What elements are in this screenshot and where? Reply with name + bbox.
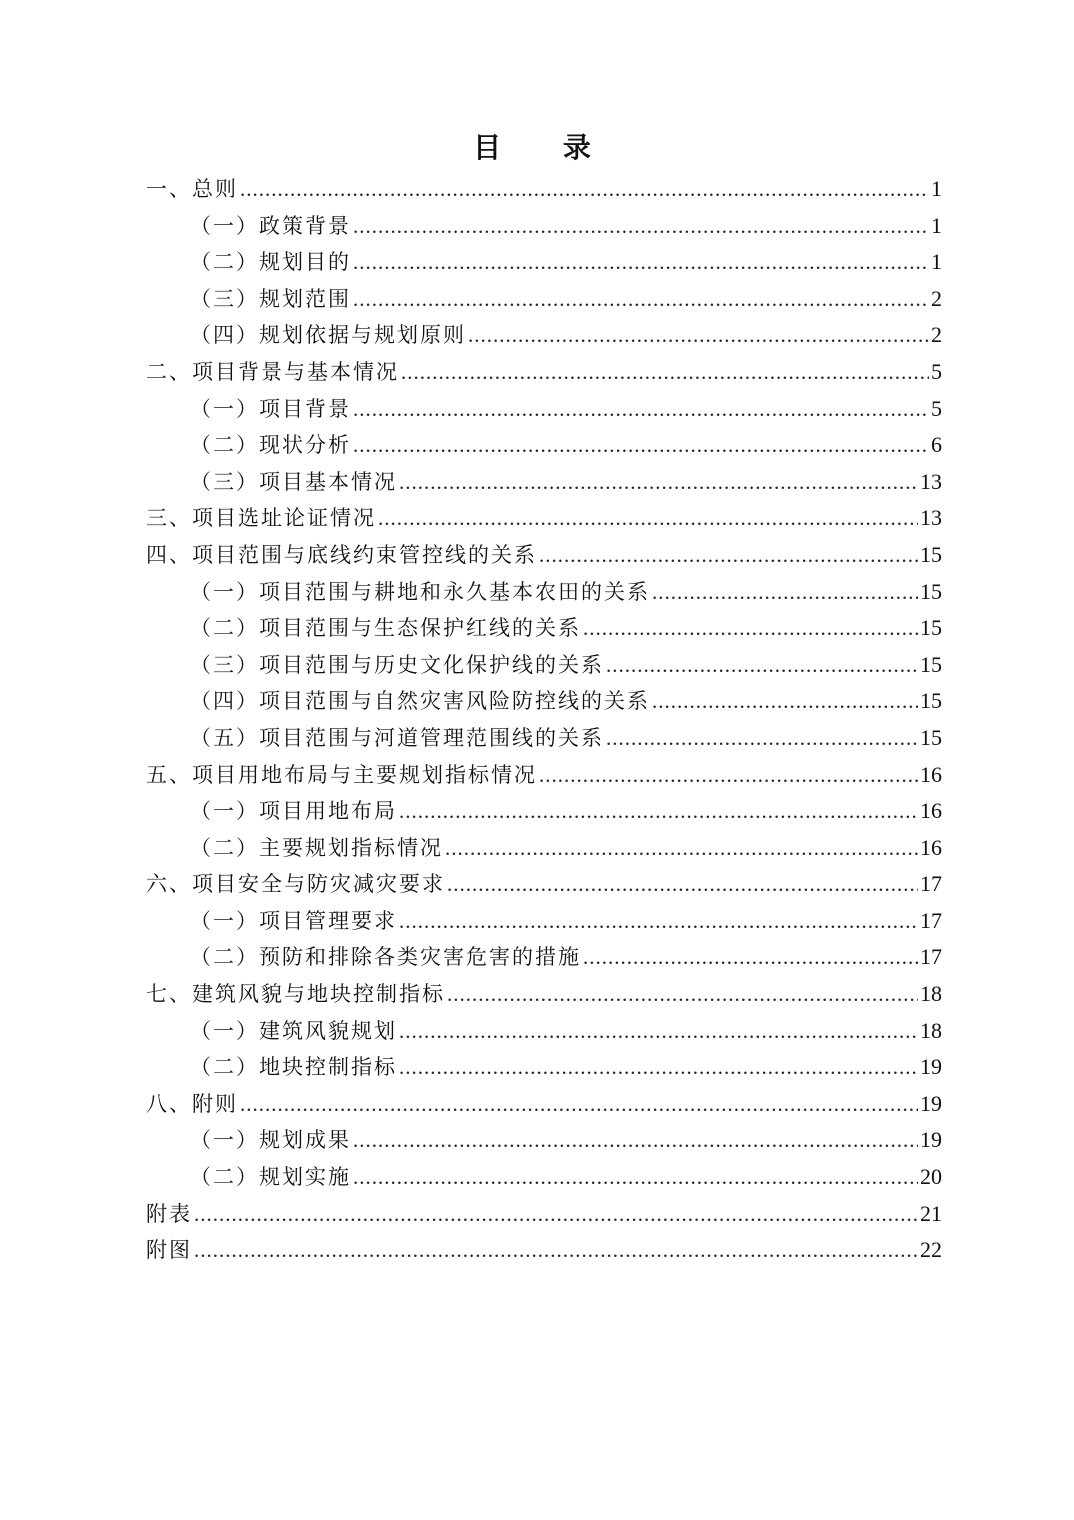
toc-entry-label: 三、项目选址论证情况	[146, 506, 376, 531]
toc-dot-leader	[353, 1159, 918, 1196]
toc-entry-label: 五、项目用地布局与主要规划指标情况	[146, 762, 537, 787]
toc-entry-label: （一）项目范围与耕地和永久基本农田的关系	[190, 579, 650, 604]
toc-dot-leader	[401, 354, 929, 391]
toc-dot-leader	[194, 1232, 918, 1269]
toc-dot-leader	[447, 976, 918, 1013]
toc-entry-label: （一）政策背景	[190, 213, 351, 238]
toc-entry-label: （一）项目管理要求	[190, 908, 397, 933]
toc-entry-label: （三）项目范围与历史文化保护线的关系	[190, 652, 604, 677]
toc-dot-leader	[399, 1049, 918, 1086]
toc-page-number: 5	[931, 395, 942, 421]
toc-section-entry[interactable]	[146, 939, 942, 976]
toc-chapter-entry[interactable]	[146, 1196, 942, 1233]
toc-section-entry[interactable]	[146, 1049, 942, 1086]
toc-dot-leader	[606, 647, 918, 684]
toc-entry-label: （三）项目基本情况	[190, 469, 397, 494]
toc-section-entry[interactable]	[146, 683, 942, 720]
toc-dot-leader	[353, 208, 929, 245]
toc-chapter-entry[interactable]	[146, 171, 942, 208]
toc-entry-label: 附表	[146, 1201, 192, 1226]
toc-entry-label: （一）建筑风貌规划	[190, 1018, 397, 1043]
toc-dot-leader	[378, 500, 918, 537]
toc-dot-leader	[445, 830, 918, 867]
toc-page-number: 15	[920, 724, 942, 750]
toc-page-number: 20	[920, 1164, 942, 1190]
toc-entry-label: （二）现状分析	[190, 433, 351, 458]
toc-section-entry[interactable]	[146, 391, 942, 428]
toc-section-entry[interactable]	[146, 208, 942, 245]
toc-entry-label: 附图	[146, 1238, 192, 1263]
toc-chapter-entry[interactable]	[146, 757, 942, 794]
toc-page-number: 15	[920, 688, 942, 714]
toc-dot-leader	[353, 281, 929, 318]
toc-entry-label: （一）项目背景	[190, 396, 351, 421]
toc-entry-label: （五）项目范围与河道管理范围线的关系	[190, 725, 604, 750]
toc-entry-label: （二）规划实施	[190, 1165, 351, 1190]
toc-section-entry[interactable]	[146, 1159, 942, 1196]
toc-page-number: 17	[920, 944, 942, 970]
toc-page-number: 15	[920, 615, 942, 641]
toc-dot-leader	[652, 683, 918, 720]
toc-dot-leader	[606, 720, 918, 757]
toc-page-number: 19	[920, 1054, 942, 1080]
toc-page-number: 16	[920, 834, 942, 860]
toc-section-entry[interactable]	[146, 574, 942, 611]
toc-entry-label: 七、建筑风貌与地块控制指标	[146, 982, 445, 1007]
toc-page-number: 18	[920, 1017, 942, 1043]
toc-dot-leader	[353, 1122, 918, 1159]
toc-dot-leader	[353, 391, 929, 428]
toc-entry-label: 八、附则	[146, 1091, 238, 1116]
toc-page-number: 15	[920, 651, 942, 677]
toc-entry-label: （一）项目用地布局	[190, 799, 397, 824]
toc-dot-leader	[353, 244, 929, 281]
toc-page-number: 1	[931, 212, 942, 238]
toc-chapter-entry[interactable]	[146, 1086, 942, 1123]
toc-page-number: 13	[920, 505, 942, 531]
toc-entry-label: （四）规划依据与规划原则	[190, 323, 466, 348]
toc-page-number: 1	[931, 249, 942, 275]
toc-dot-leader	[447, 866, 918, 903]
toc-section-entry[interactable]	[146, 244, 942, 281]
toc-entry-label: 二、项目背景与基本情况	[146, 359, 399, 384]
toc-dot-leader	[583, 610, 918, 647]
toc-page-number: 15	[920, 541, 942, 567]
toc-chapter-entry[interactable]	[146, 1232, 942, 1269]
table-of-contents	[146, 171, 942, 1269]
toc-chapter-entry[interactable]	[146, 866, 942, 903]
toc-entry-label: （二）地块控制指标	[190, 1055, 397, 1080]
toc-entry-label: 四、项目范围与底线约束管控线的关系	[146, 542, 537, 567]
toc-page-number: 18	[920, 981, 942, 1007]
toc-dot-leader	[399, 1013, 918, 1050]
toc-section-entry[interactable]	[146, 1122, 942, 1159]
toc-page-number: 19	[920, 1127, 942, 1153]
toc-entry-label: 一、总则	[146, 177, 238, 201]
toc-page-number: 6	[931, 432, 942, 458]
toc-page-number: 16	[920, 761, 942, 787]
toc-page-number: 17	[920, 907, 942, 933]
toc-page-number: 19	[920, 1090, 942, 1116]
toc-entry-label: （一）规划成果	[190, 1128, 351, 1153]
toc-page-number: 17	[920, 871, 942, 897]
toc-dot-leader	[399, 464, 918, 501]
toc-section-entry[interactable]	[146, 793, 942, 830]
toc-section-entry[interactable]	[146, 464, 942, 501]
toc-entry-label: 六、项目安全与防灾减灾要求	[146, 872, 445, 897]
toc-section-entry[interactable]	[146, 830, 942, 867]
toc-chapter-entry[interactable]	[146, 976, 942, 1013]
toc-page-number: 22	[920, 1237, 942, 1263]
toc-page-number: 21	[920, 1200, 942, 1226]
toc-section-entry[interactable]	[146, 427, 942, 464]
toc-page-number: 5	[931, 358, 942, 384]
toc-page-number: 1	[931, 176, 942, 201]
toc-dot-leader	[399, 903, 918, 940]
toc-dot-leader	[399, 793, 918, 830]
toc-chapter-entry[interactable]	[146, 354, 942, 391]
toc-chapter-entry[interactable]	[146, 537, 942, 574]
toc-dot-leader	[194, 1196, 918, 1233]
toc-page-number: 2	[931, 285, 942, 311]
toc-entry-label: （二）规划目的	[190, 250, 351, 275]
toc-page-number: 13	[920, 468, 942, 494]
toc-dot-leader	[240, 1086, 918, 1123]
toc-dot-leader	[539, 537, 918, 574]
toc-dot-leader	[353, 427, 929, 464]
toc-page-number: 16	[920, 798, 942, 824]
toc-dot-leader	[652, 574, 918, 611]
toc-section-entry[interactable]	[146, 903, 942, 940]
toc-entry-label: （二）预防和排除各类灾害危害的措施	[190, 945, 581, 970]
toc-entry-label: （二）主要规划指标情况	[190, 835, 443, 860]
toc-section-entry[interactable]	[146, 647, 942, 684]
toc-entry-label: （四）项目范围与自然灾害风险防控线的关系	[190, 689, 650, 714]
toc-section-entry[interactable]	[146, 281, 942, 318]
toc-dot-leader	[539, 757, 918, 794]
toc-entry-label: （三）规划范围	[190, 286, 351, 311]
toc-section-entry[interactable]	[146, 317, 942, 354]
toc-page-number: 2	[931, 322, 942, 348]
toc-entry-label: （二）项目范围与生态保护红线的关系	[190, 616, 581, 641]
toc-dot-leader	[468, 317, 929, 354]
toc-chapter-entry[interactable]	[146, 500, 942, 537]
toc-dot-leader	[240, 171, 929, 208]
toc-section-entry[interactable]	[146, 720, 942, 757]
toc-section-entry[interactable]	[146, 1013, 942, 1050]
toc-dot-leader	[583, 939, 918, 976]
toc-page-number: 15	[920, 578, 942, 604]
toc-title: 目 录	[473, 131, 617, 164]
toc-section-entry[interactable]	[146, 610, 942, 647]
